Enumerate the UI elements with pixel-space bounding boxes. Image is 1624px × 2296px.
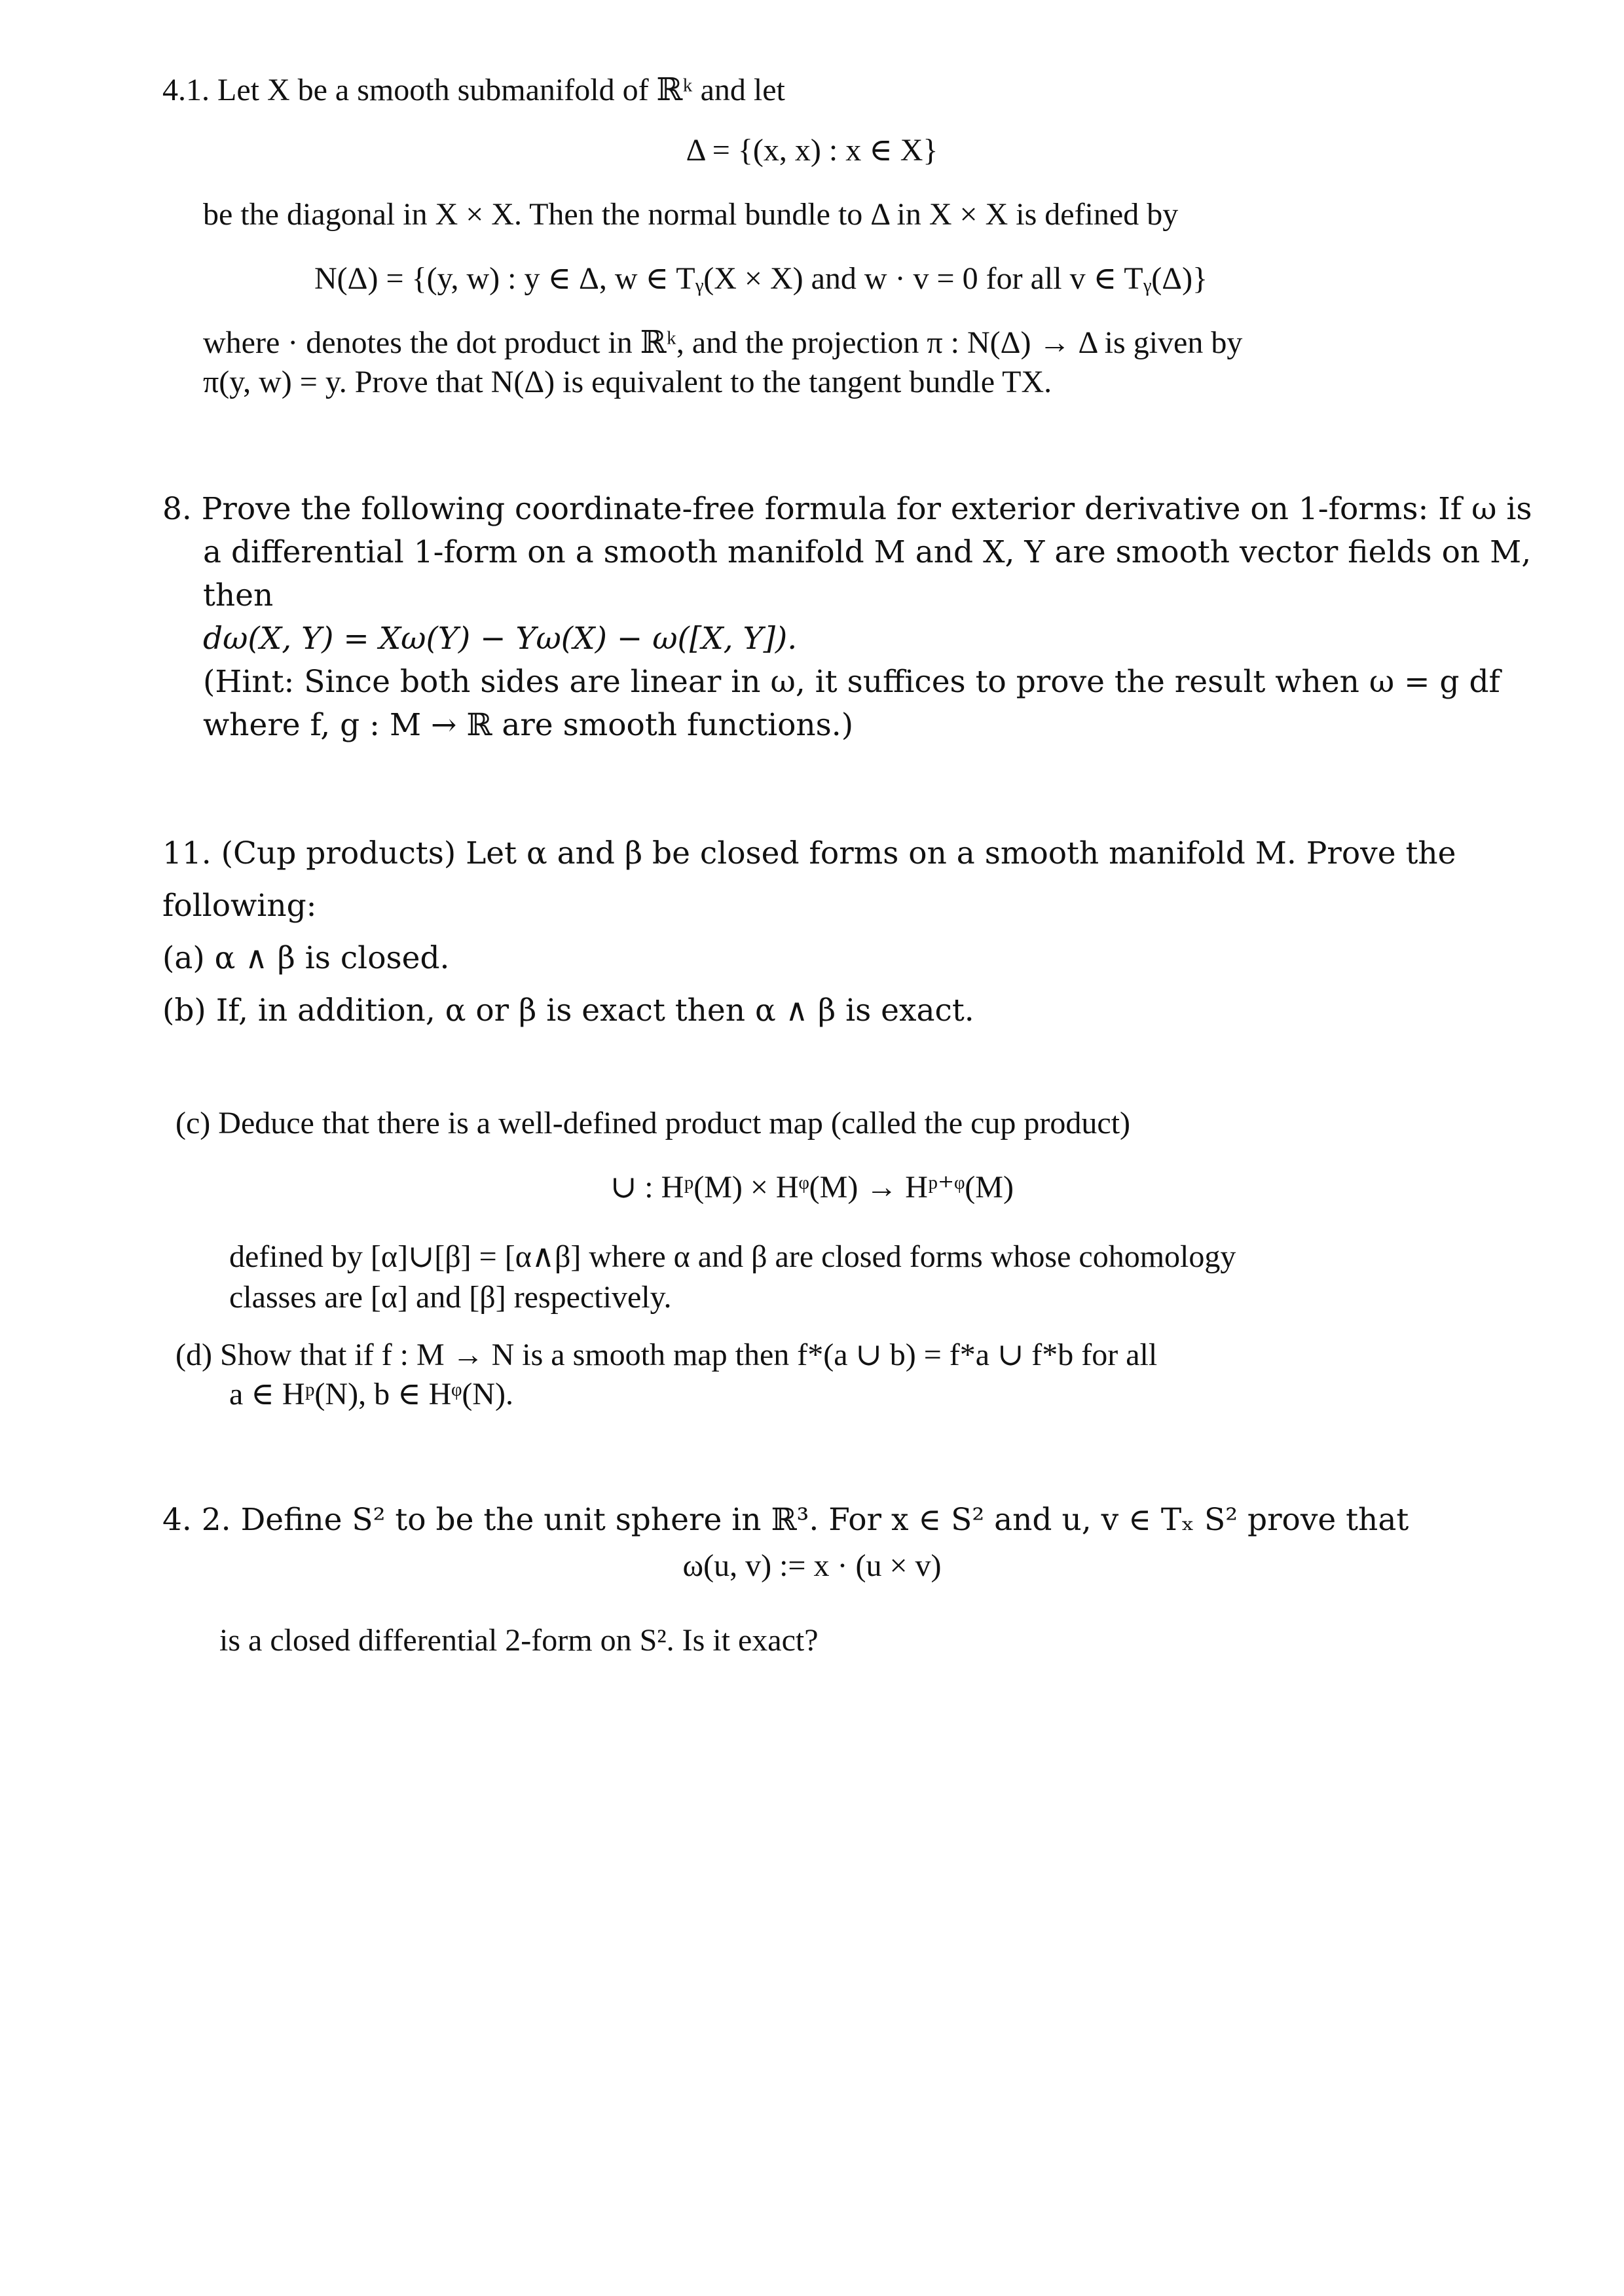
problem-11-line-1: 11. (Cup products) Let α and β be closed forms on a smooth manifold M. Prove the bbox=[162, 835, 1456, 871]
problem-8-hint-line-1: (Hint: Since both sides are linear in ω, it suffices to prove the result when ω = g df bbox=[203, 664, 1500, 700]
problem-11-part-c-line-3: classes are [α] and [β] respectively. bbox=[229, 1280, 672, 1315]
problem-4-1-normal-bundle-equation: N(Δ) = {(y, w) : y ∈ Δ, w ∈ Tᵧ(X × X) and w · v = 0 for all v ∈ Tᵧ(Δ)} bbox=[314, 261, 1208, 296]
problem-4-1-line-2: be the diagonal in X × X. Then the normal bundle to Δ in X × X is defined by bbox=[203, 197, 1179, 232]
problem-8-line-2: a differential 1-form on a smooth manifold M and X, Y are smooth vector fields on M, bbox=[203, 534, 1532, 570]
problem-4-1-line-3: where · denotes the dot product in ℝᵏ, and the projection π : N(Δ) → Δ is given by bbox=[203, 325, 1243, 360]
problem-11-part-a: (a) α ∧ β is closed. bbox=[162, 940, 450, 976]
problem-11-part-d-line-1: (d) Show that if f : M → N is a smooth map then f*(a ∪ b) = f*a ∪ f*b for all bbox=[175, 1338, 1158, 1372]
problem-4-2-line-2: is a closed differential 2-form on S². Is it exact? bbox=[219, 1623, 819, 1658]
problem-11-line-2: following: bbox=[162, 888, 317, 924]
problem-4-2-form-definition: ω(u, v) := x · (u × v) bbox=[682, 1548, 942, 1583]
problem-8-hint-line-2: where f, g : M → ℝ are smooth functions.) bbox=[203, 707, 854, 743]
problem-11-cup-product-map: ∪ : Hᵖ(M) × Hᵠ(M) → Hᵖ⁺ᵠ(M) bbox=[610, 1170, 1014, 1205]
problem-4-1-line-4: π(y, w) = y. Prove that N(Δ) is equivalent to the tangent bundle TX. bbox=[203, 365, 1052, 399]
problem-8-formula: dω(X, Y) = Xω(Y) − Yω(X) − ω([X, Y]). bbox=[203, 621, 798, 657]
problem-4-2-line-1: 4. 2. Define S² to be the unit sphere in ℝ³. For x ∈ S² and u, v ∈ Tₓ S² prove that bbox=[162, 1502, 1409, 1538]
problem-4-1-diagonal-equation: Δ = {(x, x) : x ∈ X} bbox=[686, 133, 938, 168]
problem-11-part-c-line-1: (c) Deduce that there is a well-defined product map (called the cup product) bbox=[175, 1106, 1131, 1140]
problem-11-part-c-line-2: defined by [α]∪[β] = [α∧β] where α and β are closed forms whose cohomology bbox=[229, 1239, 1236, 1274]
problem-11-part-d-line-2: a ∈ Hᵖ(N), b ∈ Hᵠ(N). bbox=[229, 1377, 513, 1412]
problem-4-1-line-1: 4.1. Let X be a smooth submanifold of ℝᵏ and let bbox=[162, 73, 785, 107]
problem-8-line-1: 8. Prove the following coordinate-free formula for exterior derivative on 1-forms: If ω is bbox=[162, 491, 1532, 527]
problem-8-line-3: then bbox=[203, 577, 274, 613]
problem-11-part-b: (b) If, in addition, α or β is exact then α ∧ β is exact. bbox=[162, 993, 974, 1029]
